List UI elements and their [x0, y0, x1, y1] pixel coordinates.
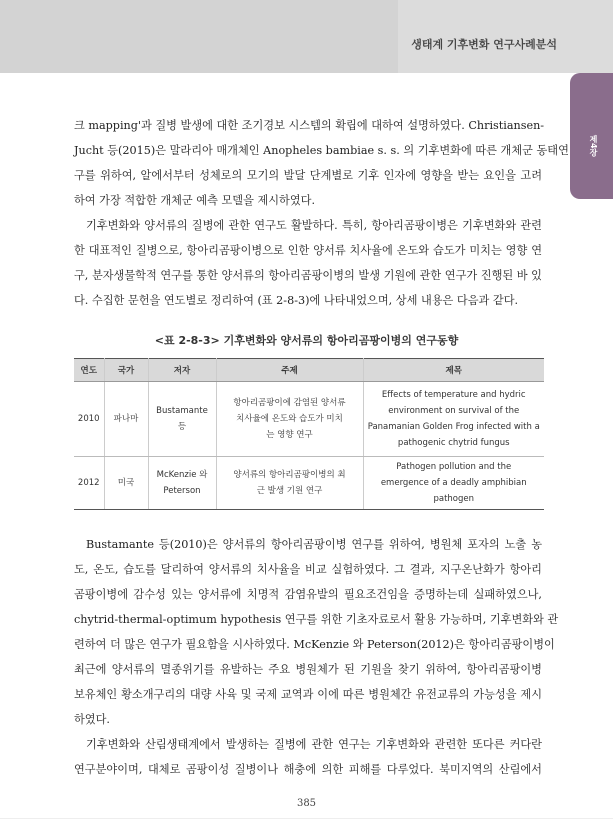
header-band: [0, 0, 613, 73]
text-line: 련하여 더 많은 연구가 필요함을 시사하였다. McKenzie 와 Peterson(2012)은 항아리곰팡이병이: [74, 638, 555, 651]
text-line: 곰팡이병에 감수성 있는 양서류에 치명적 감염유발의 필요조건임을 증명하는데 실패하였으나,: [74, 588, 542, 601]
cell-country: 파나마: [104, 382, 148, 457]
page-number: 385: [296, 798, 317, 809]
text-line: 기후변화와 양서류의 질병에 관한 연구도 활발하다. 특히, 항아리곰팡이병은 기후변화와 관련: [86, 219, 542, 232]
text-line: 연구분야이며, 대체로 곰팡이성 질병이나 해충에 의한 피해를 다루었다. 북미지역의 산림에서: [74, 763, 542, 776]
text-line: 다. 수집한 문헌을 연도별로 정리하여 (표 2-8-3)에 나타내었으며, 상세 내용은 다음과 같다.: [74, 294, 519, 307]
text-line: 구, 분자생물학적 연구를 통한 양서류의 항아리곰팡이병의 발생 기원에 관한 연구가 진행된 바 있: [74, 269, 542, 282]
paragraph-mosquito-model: [74, 113, 569, 213]
text-line: 크 mapping'과 질병 발생에 대한 조기경보 시스템의 확립에 대하여 설명하였다. Christiansen-: [74, 119, 545, 132]
cell-title: Pathogen pollution and the emergence of a deadly amphibian pathogen: [363, 457, 544, 510]
text-line: Bustamante 등(2010)은 양서류의 항아리곰팡이병 연구를 위하여, 병원체 포자의 노출 농: [86, 538, 542, 551]
text-line: 구를 위하여, 알에서부터 성체로의 모기의 발달 단계별로 기후 인자에 영향을 받는 요인을 고려: [74, 169, 542, 182]
table-header-row: [74, 359, 544, 382]
research-trends-table: [74, 358, 544, 510]
cell-author: McKenzie 와 Peterson: [148, 457, 216, 510]
cell-year: 2010: [74, 382, 104, 457]
cell-year: 2012: [74, 457, 104, 510]
header-topic: 주제: [216, 359, 363, 382]
text-line: 도, 온도, 습도를 달리하여 양서류의 치사율을 비교 실험하였다. 그 결과, 지구온난화가 항아리: [74, 563, 542, 576]
text-line: 한 대표적인 질병으로, 항아리곰팡이병으로 인한 양서류 치사율에 온도와 습도가 미치는 영향 연: [74, 244, 542, 257]
text-line: 기후변화와 산림생태계에서 발생하는 질병에 관한 연구는 기후변화와 관련한 또다른 커다란: [86, 738, 542, 751]
table-row: [74, 382, 544, 457]
header-accent: [0, 0, 398, 73]
chapter-side-tab-label: 제4장: [589, 135, 598, 157]
text-line: Jucht 등(2015)은 말라리아 매개체인 Anopheles bambiae s. s. 의 기후변화에 따른 개체군 동태연: [74, 144, 569, 157]
paragraph-amphibian-intro: [74, 213, 542, 313]
cell-author: Bustamante 등: [148, 382, 216, 457]
header-country: 국가: [104, 359, 148, 382]
running-header-title: 생태계 기후변화 연구사례분석: [411, 38, 557, 51]
table-row: [74, 457, 544, 510]
header-author: 저자: [148, 359, 216, 382]
paragraph-forest-disease: [74, 732, 542, 782]
cell-topic: 항아리곰팡이에 감염된 양서류 치사율에 온도와 습도가 미치는 영향 연구: [216, 382, 363, 457]
text-line: 하여 가장 적합한 개체군 예측 모델을 제시하였다.: [74, 194, 316, 207]
text-line: 하였다.: [74, 713, 110, 726]
cell-title: Effects of temperature and hydric environment on survival of the Panamanian Golden Frog infected with a pathogenic chytrid fungus: [363, 382, 544, 457]
text-line: 보유체인 황소개구리의 대량 사육 및 국제 교역과 이에 따른 병원체간 유전교류의 가능성을 제시: [74, 688, 542, 701]
table-caption: <표 2-8-3> 기후변화와 양서류의 항아리곰팡이병의 연구동향: [154, 334, 459, 347]
header-year: 연도: [74, 359, 104, 382]
cell-country: 미국: [104, 457, 148, 510]
text-line: chytrid-thermal-optimum hypothesis 연구를 위한 기초자료로서 활용 가능하며, 기후변화와 관: [74, 613, 559, 626]
bottom-divider: [0, 818, 613, 819]
text-line: 최근에 양서류의 멸종위기를 유발하는 주요 병원체가 된 기원을 찾기 위하여, 항아리곰팡이병: [74, 663, 542, 676]
cell-topic: 양서류의 항아리곰팡이병의 최근 발생 기원 연구: [216, 457, 363, 510]
paragraph-study-details: [74, 532, 559, 732]
header-title: 제목: [363, 359, 544, 382]
